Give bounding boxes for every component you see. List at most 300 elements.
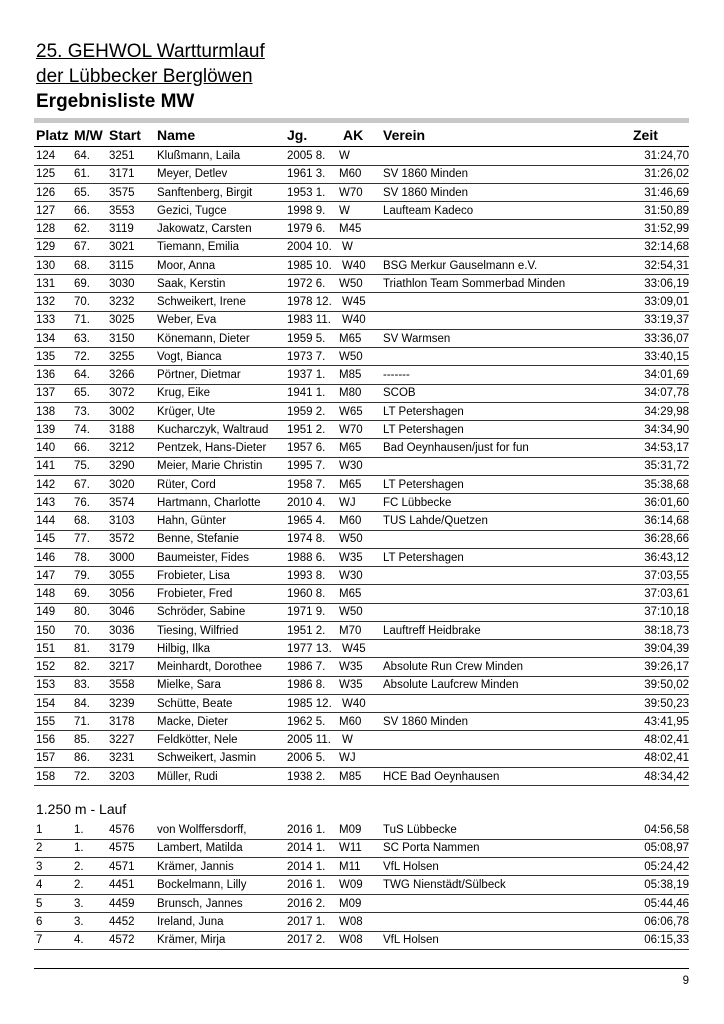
cell-platz: 126 bbox=[36, 186, 56, 199]
cell-mw: 79. bbox=[74, 569, 90, 582]
cell-ak: W40 bbox=[342, 259, 366, 272]
cell-name: Meier, Marie Christin bbox=[157, 460, 263, 473]
cell-platz: 3 bbox=[36, 860, 43, 873]
cell-zeit: 34:53,17 bbox=[644, 442, 689, 454]
cell-start: 3231 bbox=[109, 752, 135, 765]
cell-mw: 70. bbox=[74, 296, 90, 308]
cell-platz: 131 bbox=[36, 277, 56, 290]
cell-start: 3239 bbox=[109, 697, 135, 710]
cell-mw: 73. bbox=[74, 405, 90, 418]
cell-mw: 69. bbox=[74, 588, 90, 600]
cell-start: 3000 bbox=[109, 551, 135, 564]
cell-platz: 151 bbox=[36, 642, 56, 655]
cell-start: 4459 bbox=[109, 897, 135, 910]
cell-jg: 1998 9. bbox=[287, 204, 326, 217]
cell-name: Gezici, Tugce bbox=[157, 204, 227, 217]
cell-platz: 140 bbox=[36, 442, 56, 454]
cell-mw: 4. bbox=[74, 934, 84, 947]
cell-mw: 3. bbox=[74, 897, 84, 910]
table-row bbox=[0, 348, 724, 367]
cell-ak: W bbox=[339, 204, 350, 217]
cell-jg: 1951 2. bbox=[287, 423, 326, 436]
cell-mw: 3. bbox=[74, 916, 84, 928]
cell-zeit: 32:14,68 bbox=[644, 241, 689, 254]
cell-ak: WJ bbox=[339, 496, 356, 509]
cell-start: 3217 bbox=[109, 661, 135, 673]
table-row bbox=[0, 749, 724, 768]
cell-name: Frobieter, Fred bbox=[157, 588, 233, 600]
cell-ak: W bbox=[339, 150, 350, 162]
cell-start: 3251 bbox=[109, 150, 135, 162]
cell-mw: 83. bbox=[74, 679, 90, 692]
cell-start: 3020 bbox=[109, 478, 135, 491]
cell-zeit: 34:34,90 bbox=[644, 423, 689, 436]
cell-verein: LT Petershagen bbox=[383, 405, 464, 418]
cell-zeit: 43:41,95 bbox=[644, 715, 689, 728]
cell-start: 3055 bbox=[109, 569, 135, 582]
cell-name: Müller, Rudi bbox=[157, 770, 218, 783]
cell-zeit: 31:46,69 bbox=[644, 186, 689, 199]
cell-jg: 2016 2. bbox=[287, 897, 326, 910]
cell-jg: 1983 11. bbox=[287, 314, 331, 327]
cell-platz: 142 bbox=[36, 478, 56, 491]
cell-verein: SV 1860 Minden bbox=[383, 168, 469, 181]
cell-ak: W bbox=[342, 241, 353, 254]
cell-jg: 1985 10. bbox=[287, 259, 332, 272]
cell-ak: W45 bbox=[342, 642, 366, 655]
cell-ak: W50 bbox=[339, 277, 363, 290]
cell-ak: M45 bbox=[339, 223, 362, 235]
cell-verein: VfL Holsen bbox=[383, 860, 439, 873]
cell-zeit: 33:36,07 bbox=[644, 332, 689, 345]
column-header-name: Name bbox=[157, 127, 196, 143]
table-row bbox=[0, 421, 724, 440]
cell-platz: 136 bbox=[36, 369, 56, 381]
cell-mw: 78. bbox=[74, 551, 90, 564]
cell-mw: 68. bbox=[74, 515, 90, 527]
cell-ak: M09 bbox=[339, 824, 362, 836]
cell-zeit: 37:03,55 bbox=[644, 569, 689, 582]
cell-zeit: 33:40,15 bbox=[644, 350, 689, 363]
cell-start: 3171 bbox=[109, 168, 135, 181]
footer-rule bbox=[34, 968, 689, 969]
cell-ak: W50 bbox=[339, 606, 363, 619]
table-row bbox=[0, 876, 724, 895]
cell-mw: 77. bbox=[74, 533, 90, 546]
cell-start: 4576 bbox=[109, 824, 135, 836]
cell-platz: 148 bbox=[36, 588, 56, 600]
cell-verein: LT Petershagen bbox=[383, 423, 464, 436]
cell-ak: W65 bbox=[339, 405, 363, 418]
table-row bbox=[0, 439, 724, 458]
cell-ak: W35 bbox=[339, 679, 363, 692]
table-row bbox=[0, 858, 724, 877]
cell-jg: 1988 6. bbox=[287, 551, 326, 564]
cell-mw: 70. bbox=[74, 624, 90, 637]
cell-zeit: 31:52,99 bbox=[644, 223, 689, 235]
cell-start: 3150 bbox=[109, 332, 135, 345]
cell-verein: HCE Bad Oeynhausen bbox=[383, 770, 500, 783]
table-row bbox=[0, 658, 724, 677]
cell-verein: TuS Lübbecke bbox=[383, 824, 457, 836]
cell-verein: LT Petershagen bbox=[383, 478, 464, 491]
cell-name: Rüter, Cord bbox=[157, 478, 216, 491]
cell-zeit: 32:54,31 bbox=[644, 259, 689, 272]
cell-zeit: 05:38,19 bbox=[644, 879, 689, 892]
cell-start: 3115 bbox=[109, 259, 134, 272]
cell-zeit: 06:15,33 bbox=[644, 934, 689, 947]
table-row bbox=[0, 384, 724, 403]
cell-ak: M65 bbox=[339, 442, 362, 454]
cell-jg: 1977 13. bbox=[287, 642, 332, 655]
document-subtitle: Ergebnisliste MW bbox=[36, 91, 195, 112]
cell-name: Schweikert, Irene bbox=[157, 296, 246, 308]
table-row bbox=[0, 530, 724, 549]
cell-mw: 61. bbox=[74, 168, 90, 181]
page-number: 9 bbox=[682, 975, 689, 987]
cell-ak: W70 bbox=[339, 186, 363, 199]
cell-platz: 5 bbox=[36, 897, 43, 910]
cell-platz: 132 bbox=[36, 296, 56, 308]
cell-verein: LT Petershagen bbox=[383, 551, 464, 564]
cell-jg: 1937 1. bbox=[287, 369, 326, 381]
cell-mw: 1. bbox=[74, 842, 84, 855]
cell-name: Krug, Eike bbox=[157, 387, 211, 400]
cell-zeit: 39:50,23 bbox=[644, 697, 689, 710]
cell-name: Benne, Stefanie bbox=[157, 533, 239, 546]
cell-ak: M65 bbox=[339, 588, 362, 600]
table-row bbox=[0, 202, 724, 221]
table-row bbox=[0, 713, 724, 732]
cell-zeit: 31:26,02 bbox=[644, 168, 689, 181]
cell-ak: W bbox=[342, 734, 353, 746]
column-header-jg: Jg. bbox=[287, 127, 308, 143]
cell-jg: 1971 9. bbox=[287, 606, 326, 619]
cell-start: 3072 bbox=[109, 387, 135, 400]
cell-mw: 76. bbox=[74, 496, 90, 509]
cell-platz: 150 bbox=[36, 624, 56, 637]
cell-jg: 1986 8. bbox=[287, 679, 326, 692]
cell-platz: 127 bbox=[36, 204, 56, 217]
cell-verein: VfL Holsen bbox=[383, 934, 439, 947]
cell-name: Bockelmann, Lilly bbox=[157, 879, 247, 892]
cell-mw: 67. bbox=[74, 478, 90, 491]
cell-mw: 71. bbox=[74, 314, 90, 327]
cell-jg: 1957 6. bbox=[287, 442, 326, 454]
cell-name: Könemann, Dieter bbox=[157, 332, 250, 345]
cell-jg: 1951 2. bbox=[287, 624, 326, 637]
cell-mw: 68. bbox=[74, 259, 90, 272]
cell-jg: 1979 6. bbox=[287, 223, 326, 235]
table-row bbox=[0, 220, 724, 239]
cell-zeit: 35:31,72 bbox=[644, 460, 689, 473]
cell-start: 4452 bbox=[109, 916, 135, 928]
cell-name: Schweikert, Jasmin bbox=[157, 752, 257, 765]
cell-name: Hahn, Günter bbox=[157, 515, 227, 527]
cell-platz: 152 bbox=[36, 661, 56, 673]
cell-mw: 1. bbox=[74, 824, 84, 836]
cell-platz: 128 bbox=[36, 223, 56, 235]
cell-platz: 4 bbox=[36, 879, 43, 892]
cell-platz: 133 bbox=[36, 314, 56, 327]
cell-platz: 144 bbox=[36, 515, 56, 527]
cell-platz: 146 bbox=[36, 551, 56, 564]
cell-platz: 134 bbox=[36, 332, 56, 345]
column-header-start: Start bbox=[109, 127, 141, 143]
cell-name: Meyer, Detlev bbox=[157, 168, 228, 181]
cell-ak: M11 bbox=[339, 860, 361, 873]
cell-name: Brunsch, Jannes bbox=[157, 897, 243, 910]
cell-zeit: 06:06,78 bbox=[644, 916, 689, 928]
cell-name: Jakowatz, Carsten bbox=[157, 223, 252, 235]
cell-zeit: 39:50,02 bbox=[644, 679, 689, 692]
cell-ak: W11 bbox=[339, 842, 362, 855]
cell-platz: 1 bbox=[36, 824, 43, 836]
cell-name: Krämer, Jannis bbox=[157, 860, 234, 873]
cell-jg: 2006 5. bbox=[287, 752, 326, 765]
cell-ak: W08 bbox=[339, 934, 363, 947]
cell-jg: 1958 7. bbox=[287, 478, 326, 491]
cell-name: Mielke, Sara bbox=[157, 679, 221, 692]
cell-mw: 74. bbox=[74, 423, 90, 436]
cell-ak: W50 bbox=[339, 350, 363, 363]
cell-platz: 154 bbox=[36, 697, 56, 710]
cell-platz: 153 bbox=[36, 679, 56, 692]
cell-ak: M65 bbox=[339, 478, 362, 491]
cell-name: Tiemann, Emilia bbox=[157, 241, 240, 254]
cell-platz: 141 bbox=[36, 460, 56, 473]
cell-mw: 64. bbox=[74, 369, 90, 381]
cell-verein: FC Lübbecke bbox=[383, 496, 452, 509]
cell-jg: 1993 8. bbox=[287, 569, 326, 582]
cell-start: 4571 bbox=[109, 860, 135, 873]
column-header-verein: Verein bbox=[383, 127, 426, 143]
cell-jg: 2014 1. bbox=[287, 860, 326, 873]
cell-start: 3203 bbox=[109, 770, 135, 783]
cell-jg: 1972 6. bbox=[287, 277, 326, 290]
cell-jg: 1953 1. bbox=[287, 186, 326, 199]
table-row bbox=[0, 275, 724, 294]
cell-mw: 66. bbox=[74, 204, 90, 217]
cell-zeit: 05:44,46 bbox=[644, 897, 689, 910]
cell-platz: 156 bbox=[36, 734, 56, 746]
cell-jg: 2016 1. bbox=[287, 824, 326, 836]
cell-ak: M85 bbox=[339, 770, 362, 783]
cell-zeit: 38:18,73 bbox=[644, 624, 689, 637]
cell-mw: 82. bbox=[74, 661, 90, 673]
cell-name: Hilbig, Ilka bbox=[157, 642, 211, 655]
cell-mw: 63. bbox=[74, 332, 90, 345]
cell-ak: W70 bbox=[339, 423, 363, 436]
cell-start: 3574 bbox=[109, 496, 135, 509]
cell-start: 3036 bbox=[109, 624, 135, 637]
cell-ak: M09 bbox=[339, 897, 362, 910]
cell-start: 3046 bbox=[109, 606, 135, 619]
cell-ak: W35 bbox=[339, 661, 363, 673]
cell-zeit: 48:02,41 bbox=[644, 734, 689, 746]
cell-mw: 72. bbox=[74, 770, 90, 783]
cell-name: Pentzek, Hans-Dieter bbox=[157, 442, 267, 454]
cell-ak: M60 bbox=[339, 168, 362, 181]
cell-platz: 129 bbox=[36, 241, 56, 254]
cell-start: 3056 bbox=[109, 588, 135, 600]
cell-ak: WJ bbox=[339, 752, 356, 765]
cell-start: 3558 bbox=[109, 679, 135, 692]
cell-verein: Bad Oeynhausen/just for fun bbox=[383, 442, 529, 454]
cell-jg: 1986 7. bbox=[287, 661, 326, 673]
cell-mw: 80. bbox=[74, 606, 90, 619]
cell-mw: 65. bbox=[74, 186, 90, 199]
cell-verein: Absolute Laufcrew Minden bbox=[383, 679, 519, 692]
cell-name: Moor, Anna bbox=[157, 259, 216, 272]
cell-name: Klußmann, Laila bbox=[157, 150, 241, 162]
cell-ak: M65 bbox=[339, 332, 362, 345]
cell-ak: W45 bbox=[342, 296, 366, 308]
cell-platz: 6 bbox=[36, 916, 43, 928]
cell-jg: 1938 2. bbox=[287, 770, 326, 783]
cell-jg: 1974 8. bbox=[287, 533, 326, 546]
cell-name: Schütte, Beate bbox=[157, 697, 233, 710]
cell-jg: 1941 1. bbox=[287, 387, 326, 400]
cell-zeit: 33:09,01 bbox=[644, 296, 689, 308]
cell-mw: 72. bbox=[74, 350, 90, 363]
header-bar bbox=[34, 118, 689, 123]
table-row bbox=[0, 768, 724, 787]
cell-jg: 1959 5. bbox=[287, 332, 326, 345]
cell-verein: Laufteam Kadeco bbox=[383, 204, 474, 217]
cell-platz: 155 bbox=[36, 715, 56, 728]
cell-verein: SV 1860 Minden bbox=[383, 715, 469, 728]
cell-jg: 1978 12. bbox=[287, 296, 332, 308]
cell-mw: 64. bbox=[74, 150, 90, 162]
cell-platz: 130 bbox=[36, 259, 56, 272]
cell-mw: 62. bbox=[74, 223, 90, 235]
cell-start: 3553 bbox=[109, 204, 135, 217]
section-title: 1.250 m - Lauf bbox=[36, 801, 127, 817]
cell-ak: W08 bbox=[339, 916, 363, 928]
table-row bbox=[0, 731, 724, 750]
table-row bbox=[0, 695, 724, 714]
cell-name: von Wolffersdorff, bbox=[157, 824, 247, 836]
cell-mw: 84. bbox=[74, 697, 90, 710]
table-row bbox=[0, 821, 724, 840]
cell-platz: 138 bbox=[36, 405, 56, 418]
table-row bbox=[0, 330, 724, 349]
cell-name: Tiesing, Wilfried bbox=[157, 624, 239, 637]
table-row bbox=[0, 931, 724, 950]
cell-verein: ------- bbox=[383, 369, 410, 381]
table-row bbox=[0, 293, 724, 312]
column-header-mw: M/W bbox=[74, 127, 103, 143]
cell-name: Saak, Kerstin bbox=[157, 277, 226, 290]
cell-start: 3025 bbox=[109, 314, 135, 327]
cell-zeit: 36:43,12 bbox=[644, 551, 689, 564]
cell-zeit: 36:28,66 bbox=[644, 533, 689, 546]
cell-name: Macke, Dieter bbox=[157, 715, 228, 728]
cell-zeit: 37:10,18 bbox=[644, 606, 689, 619]
cell-zeit: 48:34,42 bbox=[644, 770, 689, 783]
cell-ak: W40 bbox=[342, 697, 366, 710]
cell-platz: 145 bbox=[36, 533, 56, 546]
cell-zeit: 34:29,98 bbox=[644, 405, 689, 418]
cell-jg: 2005 8. bbox=[287, 150, 326, 162]
cell-jg: 2004 10. bbox=[287, 241, 332, 254]
cell-verein: SCOB bbox=[383, 387, 416, 400]
cell-verein: TUS Lahde/Quetzen bbox=[383, 515, 488, 527]
cell-start: 3103 bbox=[109, 515, 135, 527]
cell-start: 3227 bbox=[109, 734, 135, 746]
cell-platz: 157 bbox=[36, 752, 56, 765]
cell-jg: 2014 1. bbox=[287, 842, 326, 855]
cell-ak: M60 bbox=[339, 515, 362, 527]
cell-mw: 2. bbox=[74, 879, 84, 892]
cell-name: Frobieter, Lisa bbox=[157, 569, 230, 582]
cell-zeit: 48:02,41 bbox=[644, 752, 689, 765]
cell-jg: 1973 7. bbox=[287, 350, 326, 363]
cell-start: 3021 bbox=[109, 241, 135, 254]
cell-name: Kucharczyk, Waltraud bbox=[157, 423, 269, 436]
cell-start: 3290 bbox=[109, 460, 135, 473]
cell-name: Meinhardt, Dorothee bbox=[157, 661, 262, 673]
table-row bbox=[0, 366, 724, 385]
cell-name: Sanftenberg, Birgit bbox=[157, 186, 253, 199]
cell-verein: Lauftreff Heidbrake bbox=[383, 624, 481, 637]
column-header-zeit: Zeit bbox=[633, 127, 658, 143]
cell-start: 3119 bbox=[109, 223, 134, 235]
table-row bbox=[0, 147, 724, 166]
cell-mw: 2. bbox=[74, 860, 84, 873]
cell-platz: 158 bbox=[36, 770, 56, 783]
cell-start: 3572 bbox=[109, 533, 135, 546]
table-row bbox=[0, 311, 724, 330]
cell-zeit: 31:24,70 bbox=[644, 150, 689, 162]
cell-start: 4575 bbox=[109, 842, 135, 855]
cell-ak: M60 bbox=[339, 715, 362, 728]
cell-ak: M70 bbox=[339, 624, 362, 637]
cell-jg: 1995 7. bbox=[287, 460, 326, 473]
cell-zeit: 37:03,61 bbox=[644, 588, 689, 600]
cell-zeit: 39:04,39 bbox=[644, 642, 689, 655]
table-row bbox=[0, 257, 724, 276]
cell-jg: 1960 8. bbox=[287, 588, 326, 600]
cell-mw: 75. bbox=[74, 460, 90, 473]
table-row bbox=[0, 165, 724, 184]
cell-ak: W40 bbox=[342, 314, 366, 327]
cell-platz: 139 bbox=[36, 423, 56, 436]
cell-name: Krüger, Ute bbox=[157, 405, 216, 418]
cell-name: Pörtner, Dietmar bbox=[157, 369, 241, 381]
cell-verein: Triathlon Team Sommerbad Minden bbox=[383, 277, 566, 290]
cell-mw: 71. bbox=[74, 715, 90, 728]
cell-start: 3178 bbox=[109, 715, 135, 728]
cell-platz: 7 bbox=[36, 934, 43, 947]
cell-name: Hartmann, Charlotte bbox=[157, 496, 261, 509]
cell-ak: W30 bbox=[339, 460, 363, 473]
table-row bbox=[0, 913, 724, 932]
cell-zeit: 36:01,60 bbox=[644, 496, 689, 509]
cell-platz: 125 bbox=[36, 168, 56, 181]
cell-start: 3030 bbox=[109, 277, 135, 290]
cell-mw: 67. bbox=[74, 241, 90, 254]
cell-mw: 66. bbox=[74, 442, 90, 454]
column-header-platz: Platz bbox=[36, 127, 69, 143]
cell-platz: 2 bbox=[36, 842, 43, 855]
cell-platz: 143 bbox=[36, 496, 56, 509]
cell-start: 3575 bbox=[109, 186, 135, 199]
table-row bbox=[0, 184, 724, 203]
cell-platz: 135 bbox=[36, 350, 56, 363]
table-row bbox=[0, 567, 724, 586]
